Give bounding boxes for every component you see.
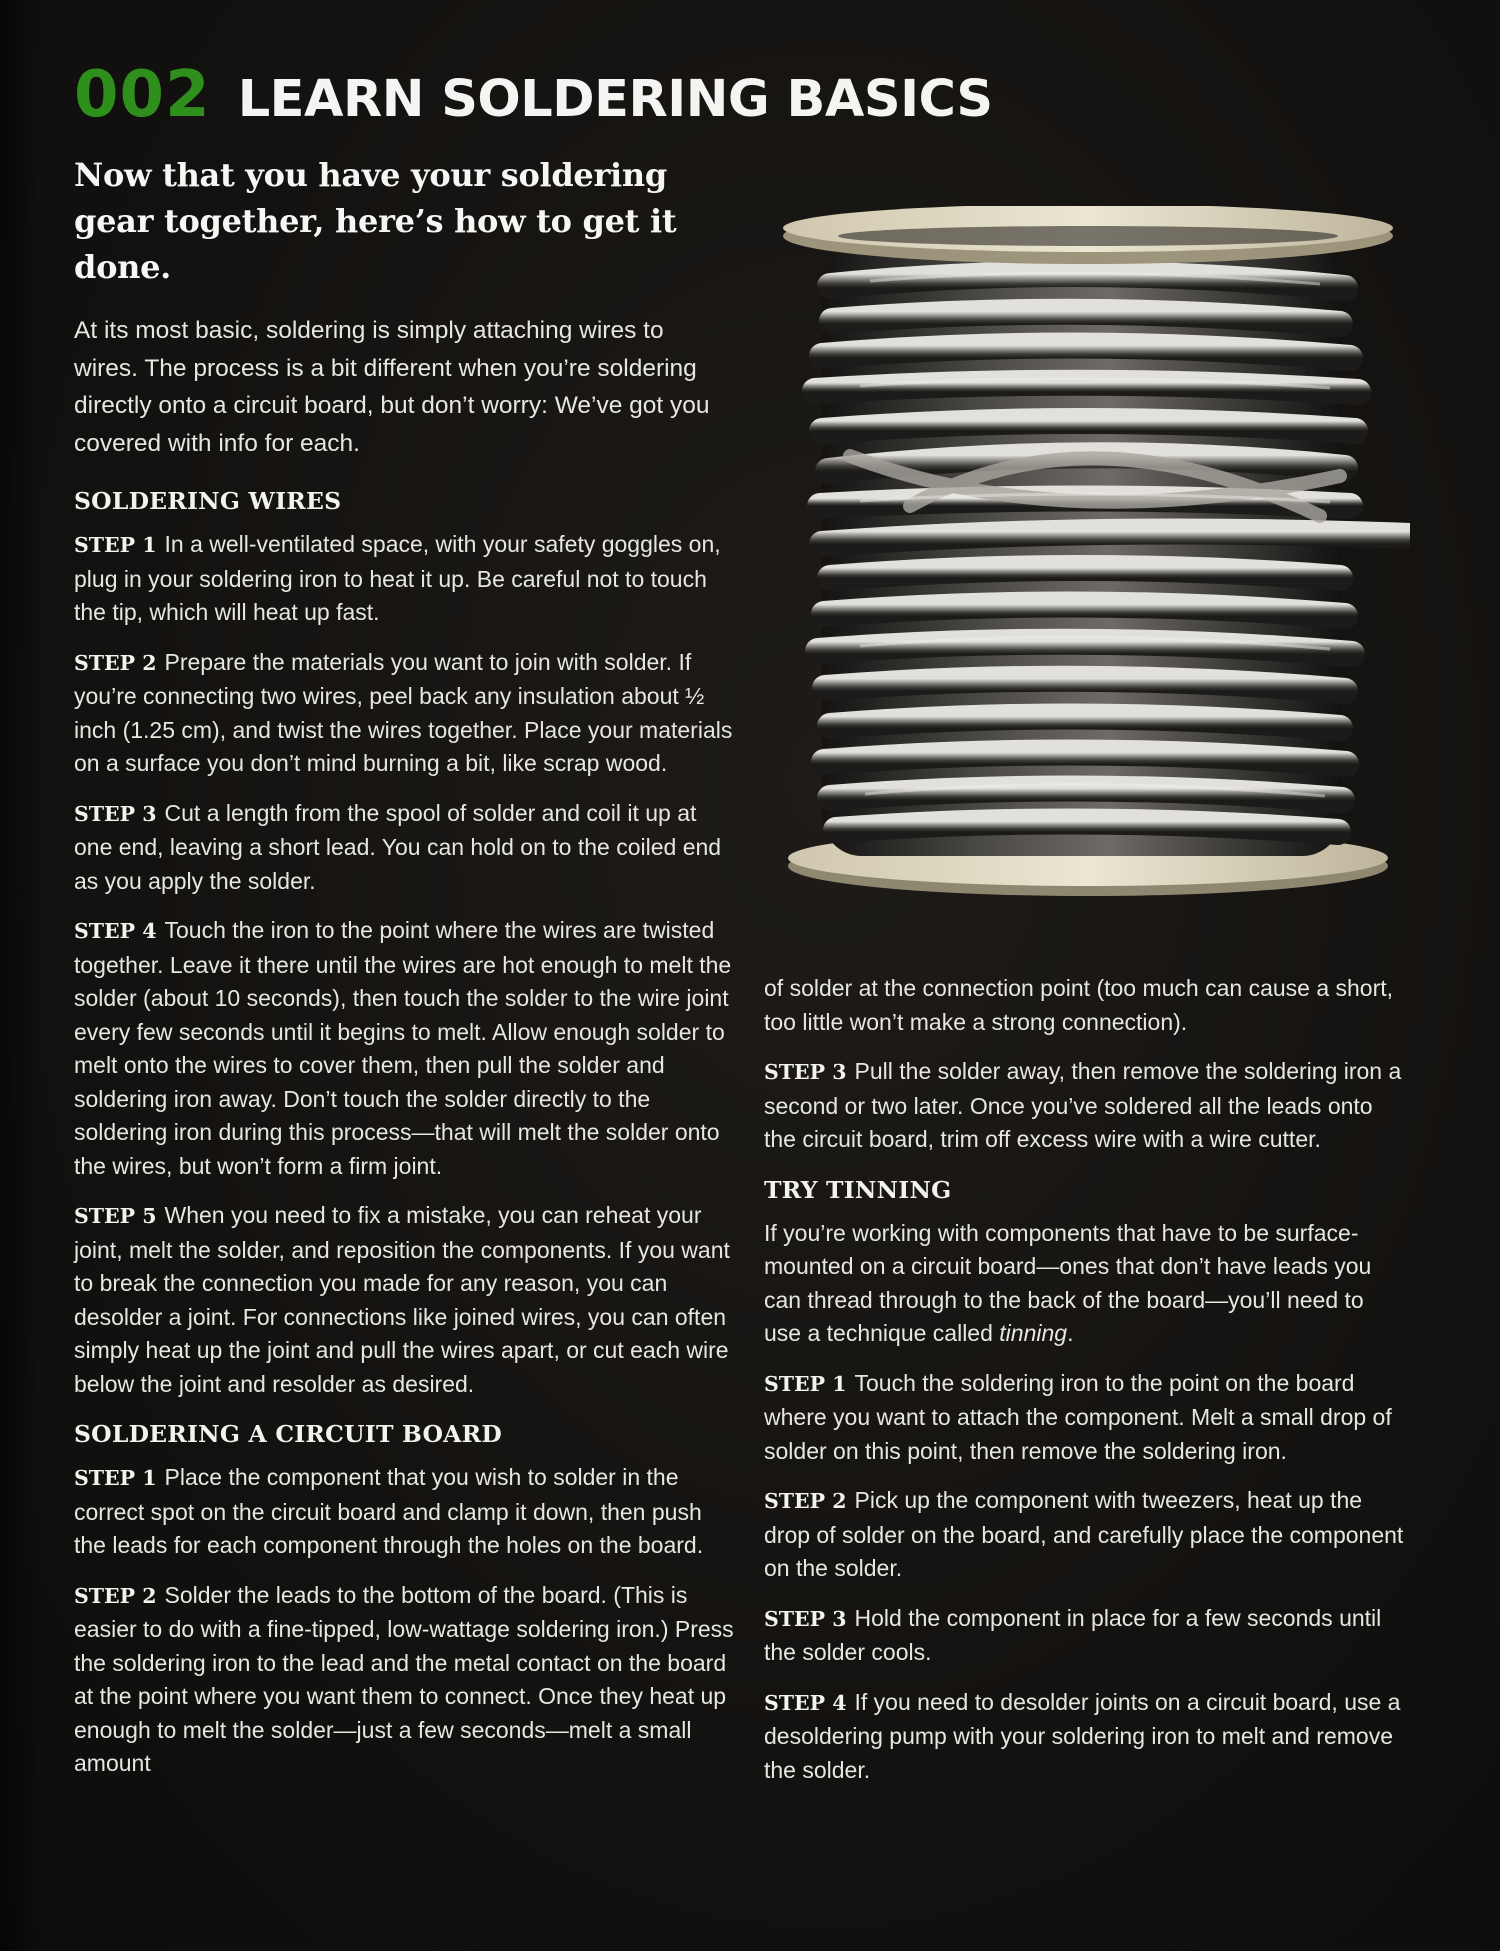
left-column (74, 152, 734, 1797)
step-label: STEP 2 (74, 650, 157, 675)
step-text: Cut a length from the spool of solder and coil it up at one end, leaving a short lead. You can hold on to the coiled end as you apply the solder. (74, 799, 722, 894)
step-label: STEP 1 (74, 533, 157, 557)
binding-shadow (0, 0, 40, 1951)
section-heading-circuit-board: SOLDERING A CIRCUIT BOARD (74, 1420, 502, 1448)
step-label: STEP 3 (764, 1060, 847, 1084)
board-step-1 (74, 1461, 734, 1563)
step-text: Prepare the materials you want to join with solder. If you’re connecting two wires, peel back any insulation about ½ inch (1.25 cm), and twist the wires together. Place your materials on a surface you don’t mind burning a bit, like scrap wood. (74, 648, 733, 776)
article-number: 002 (74, 58, 211, 132)
step-text: In a well-ventilated space, with your safety goggles on, plug in your soldering iron to heat it up. Be careful not to touch the tip, which will heat up fast. (74, 531, 721, 625)
step-text: If you need to desolder joints on a circuit board, use a desoldering pump with your soldering iron to melt and remove the solder. (764, 1688, 1401, 1783)
step-text: Pick up the component with tweezers, heat up the drop of solder on the board, and carefully place the component on the solder. (764, 1487, 1404, 1581)
step-label: STEP 3 (764, 1606, 847, 1631)
step-label: STEP 2 (764, 1489, 847, 1513)
step-label: STEP 4 (764, 1690, 847, 1715)
tinning-step-2 (764, 1484, 1404, 1586)
tinning-step-4 (764, 1686, 1404, 1788)
step-label: STEP 2 (74, 1583, 157, 1608)
step-label: STEP 4 (74, 919, 157, 943)
board-step-3 (764, 1055, 1404, 1157)
step-text: Place the component that you wish to solder in the correct spot on the circuit board and clamp it down, then push the leads for each component through the holes on the board. (74, 1464, 704, 1558)
step-text: Pull the solder away, then remove the soldering iron a second or two later. Once you’ve soldered all the leads onto the circuit board, trim off excess wire with a wire cutter. (764, 1058, 1402, 1152)
tinning-intro (764, 1217, 1404, 1351)
wires-step-4 (74, 914, 734, 1183)
step-text: Touch the soldering iron to the point on the board where you want to attach the component. Melt a small drop of solder on this point, then remove the soldering iron. (764, 1369, 1392, 1464)
tinning-term: tinning (999, 1320, 1068, 1346)
step-label: STEP 5 (74, 1204, 157, 1228)
wires-step-1 (74, 528, 734, 630)
solder-spool-image (760, 206, 1410, 906)
section-heading-soldering-wires: SOLDERING WIRES (74, 487, 342, 515)
step-label: STEP 1 (764, 1371, 847, 1396)
step-text: Touch the iron to the point where the wires are twisted together. Leave it there until the wires are hot enough to melt the solder (about 10 seconds), then touch the solder to the wire joint every few seconds until it begins to melt. Allow enough solder to melt onto the wires to cover them, then pull the solder and soldering iron away. Don’t touch the solder directly to the soldering iron during this process—that will melt the solder onto the wires, but won’t form a firm joint. (74, 917, 732, 1179)
wires-step-2 (74, 646, 734, 781)
tinning-intro-end: . (1067, 1320, 1074, 1346)
step-text: Hold the component in place for a few seconds until the solder cools. (764, 1604, 1382, 1665)
step-text: Solder the leads to the bottom of the board. (This is easier to do with a fine-tipped, low-wattage soldering iron.) Press the soldering iron to the lead and the metal contact on the board at the point where you want them to connect. Once they heat up enough to melt the solder—just a few seconds—melt a small amount (74, 1581, 734, 1776)
section-heading-try-tinning: TRY TINNING (764, 1175, 952, 1204)
step-label: STEP 1 (74, 1466, 157, 1490)
wires-step-5 (74, 1199, 734, 1401)
tinning-step-3 (764, 1602, 1404, 1670)
page-header (74, 58, 993, 148)
tinning-step-1 (764, 1367, 1404, 1469)
step-label: STEP 3 (74, 801, 157, 826)
board-step-2-continuation: of solder at the connection point (too much can cause a short, too little won’t make a strong connection). (764, 975, 1394, 1035)
intro-paragraph: At its most basic, soldering is simply attaching wires to wires. The process is a bit different when you’re soldering directly onto a circuit board, but don’t worry: We’ve got you covered with info for each. (74, 317, 710, 457)
article-subhead: Now that you have your soldering gear together, here’s how to get it done. (74, 156, 677, 286)
board-step-2 (74, 1579, 734, 1781)
right-column (764, 972, 1404, 1803)
wires-step-3 (74, 797, 734, 899)
page-title: LEARN SOLDERING BASICS (237, 70, 993, 129)
tinning-intro-text: If you’re working with components that have to be surface-mounted on a circuit board—ones that don’t have leads you can thread through to the back of the board—you’ll need to use a technique called (764, 1219, 1372, 1346)
step-text: When you need to fix a mistake, you can reheat your joint, melt the solder, and reposition the components. If you want to break the connection you made for any reason, you can desolder a joint. For connections like joined wires, you can often simply heat up the joint and pull the wires apart, or cut each wire below the joint and resolder as desired. (74, 1202, 730, 1397)
